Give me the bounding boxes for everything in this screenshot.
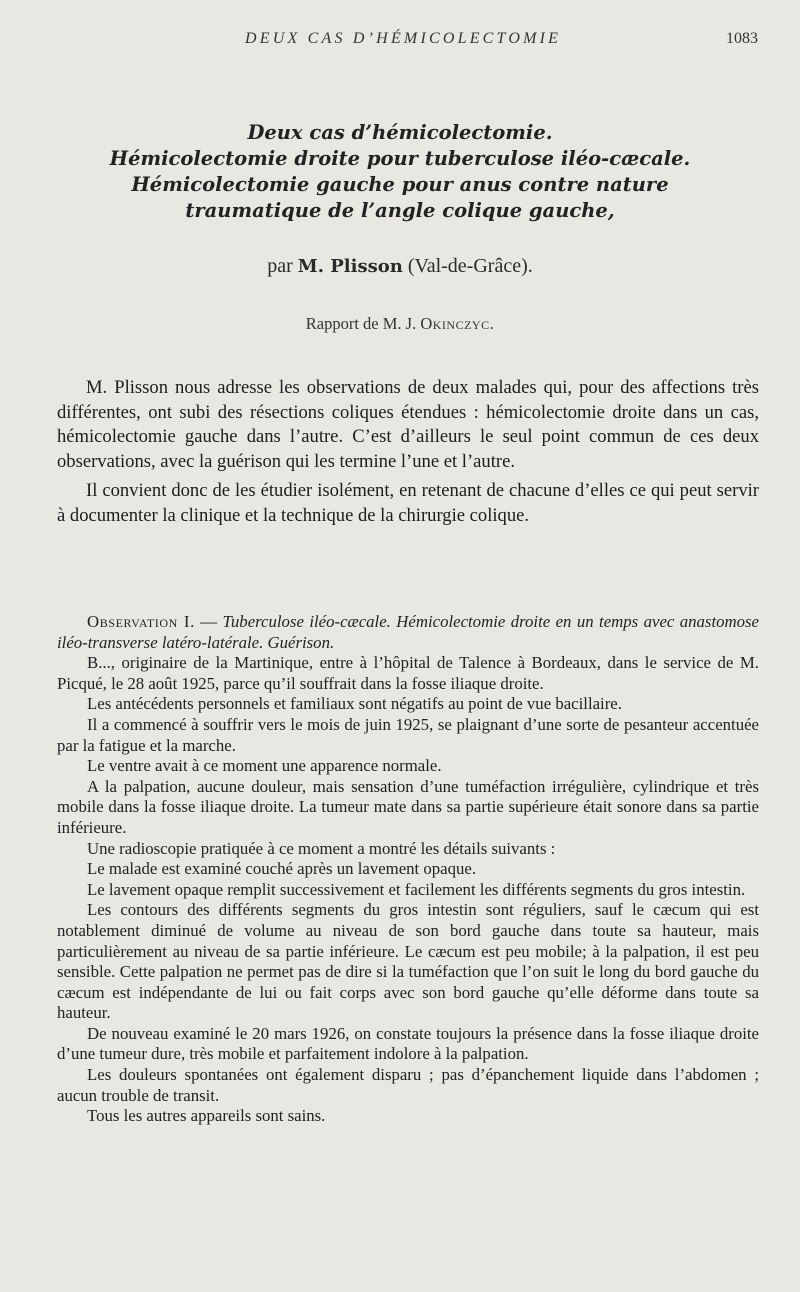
observation-paragraph: Les douleurs spontanées ont également disparu ; pas d’épanchement liquide dans l’abdomen ; aucun trouble de transit.: [57, 1065, 759, 1105]
report-line: [0, 314, 800, 334]
author-name: M. Plisson: [297, 256, 403, 277]
intro-paragraph: Il convient donc de les étudier isolément, en retenant de chacune d’elles ce qui peut servir à documenter la clinique et la technique de la chirurgie colique.: [57, 480, 759, 526]
article-title: [40, 120, 760, 224]
observation-paragraph: Le lavement opaque remplit successivement et facilement les différents segments du gros intestin.: [87, 879, 746, 899]
reporter-name: Okinczyc.: [420, 314, 495, 333]
report-prefix: Rapport de M. J.: [305, 314, 417, 333]
observation-paragraph: Le malade est examiné couché après un lavement opaque.: [87, 859, 477, 879]
observation-title: Tuberculose iléo-cæcale. Hémicolectomie droite en un temps avec anastomose iléo-transverse latéro-latérale. Guérison.: [57, 612, 759, 652]
page-number: 1083: [726, 30, 758, 47]
title-line: Deux cas d’hémicolectomie.: [247, 121, 553, 144]
title-line: Hémicolectomie gauche pour anus contre nature: [131, 173, 669, 196]
running-head-title: DEUX CAS D’HÉMICOLECTOMIE: [245, 30, 562, 47]
observation-paragraph: Tous les autres appareils sont sains.: [87, 1106, 326, 1126]
observation-label: Observation I.: [87, 612, 195, 631]
observation-paragraph: Le ventre avait à ce moment une apparence normale.: [87, 756, 442, 776]
observation-heading: [57, 612, 759, 653]
running-head: [0, 30, 800, 50]
title-line: Hémicolectomie droite pour tuberculose iléo-cæcale.: [109, 147, 691, 170]
byline-prefix: par: [267, 255, 293, 277]
observation-paragraph: De nouveau examiné le 20 mars 1926, on constate toujours la présence dans la fosse iliaque droite d’une tumeur dure, très mobile et parfaitement indolore à la palpation.: [57, 1023, 759, 1064]
author-affiliation: (Val-de-Grâce).: [407, 255, 533, 277]
intro-section: [57, 376, 759, 533]
observation-dash: —: [194, 612, 223, 631]
observation-paragraph: Les antécédents personnels et familiaux sont négatifs au point de vue bacillaire.: [87, 694, 622, 714]
intro-paragraph: M. Plisson nous adresse les observations de deux malades qui, pour des affections très différentes, ont subi des résections coliques étendues : hémicolectomie droite dans un cas, hémicolectomie gauche dans l’autre. C’est d’ailleurs le seul point commun de ces deux observations, avec la guérison qui les termine l’une et l’autre.: [57, 377, 759, 472]
observation-paragraph: A la palpation, aucune douleur, mais sensation d’une tuméfaction irrégulière, cylindrique et très mobile dans la fosse iliaque droite. La tumeur mate dans sa partie supérieure était sonore dans sa partie inférieure.: [57, 776, 759, 837]
title-line: traumatique de l’angle colique gauche,: [185, 199, 615, 222]
observation-paragraph: B..., originaire de la Martinique, entre à l’hôpital de Talence à Bordeaux, dans le service de M. Picqué, le 28 août 1925, parce qu’il souffrait dans la fosse iliaque droite.: [57, 653, 759, 693]
byline: [0, 255, 800, 278]
observation-paragraph: Une radioscopie pratiquée à ce moment a montré les détails suivants :: [87, 838, 556, 858]
observation-paragraph: Les contours des différents segments du gros intestin sont réguliers, sauf le cæcum qui est notablement diminué de volume au niveau de son bord gauche dans toute sa hauteur, mais particulièrement au niveau de sa partie inférieure. Le cæcum est peu mobile; à la palpation, il est peu sensible. Cette palpation ne permet pas de dire si la tuméfaction que l’on suit le long du bord gauche du cæcum est indépendante de lui ou fait corps avec son bord gauche qu’elle déforme dans toute sa hauteur.: [57, 900, 759, 1023]
observation-paragraph: Il a commencé à souffrir vers le mois de juin 1925, se plaignant d’une sorte de pesanteur accentuée par la fatigue et la marche.: [57, 714, 759, 755]
observation-section: [57, 612, 759, 1127]
